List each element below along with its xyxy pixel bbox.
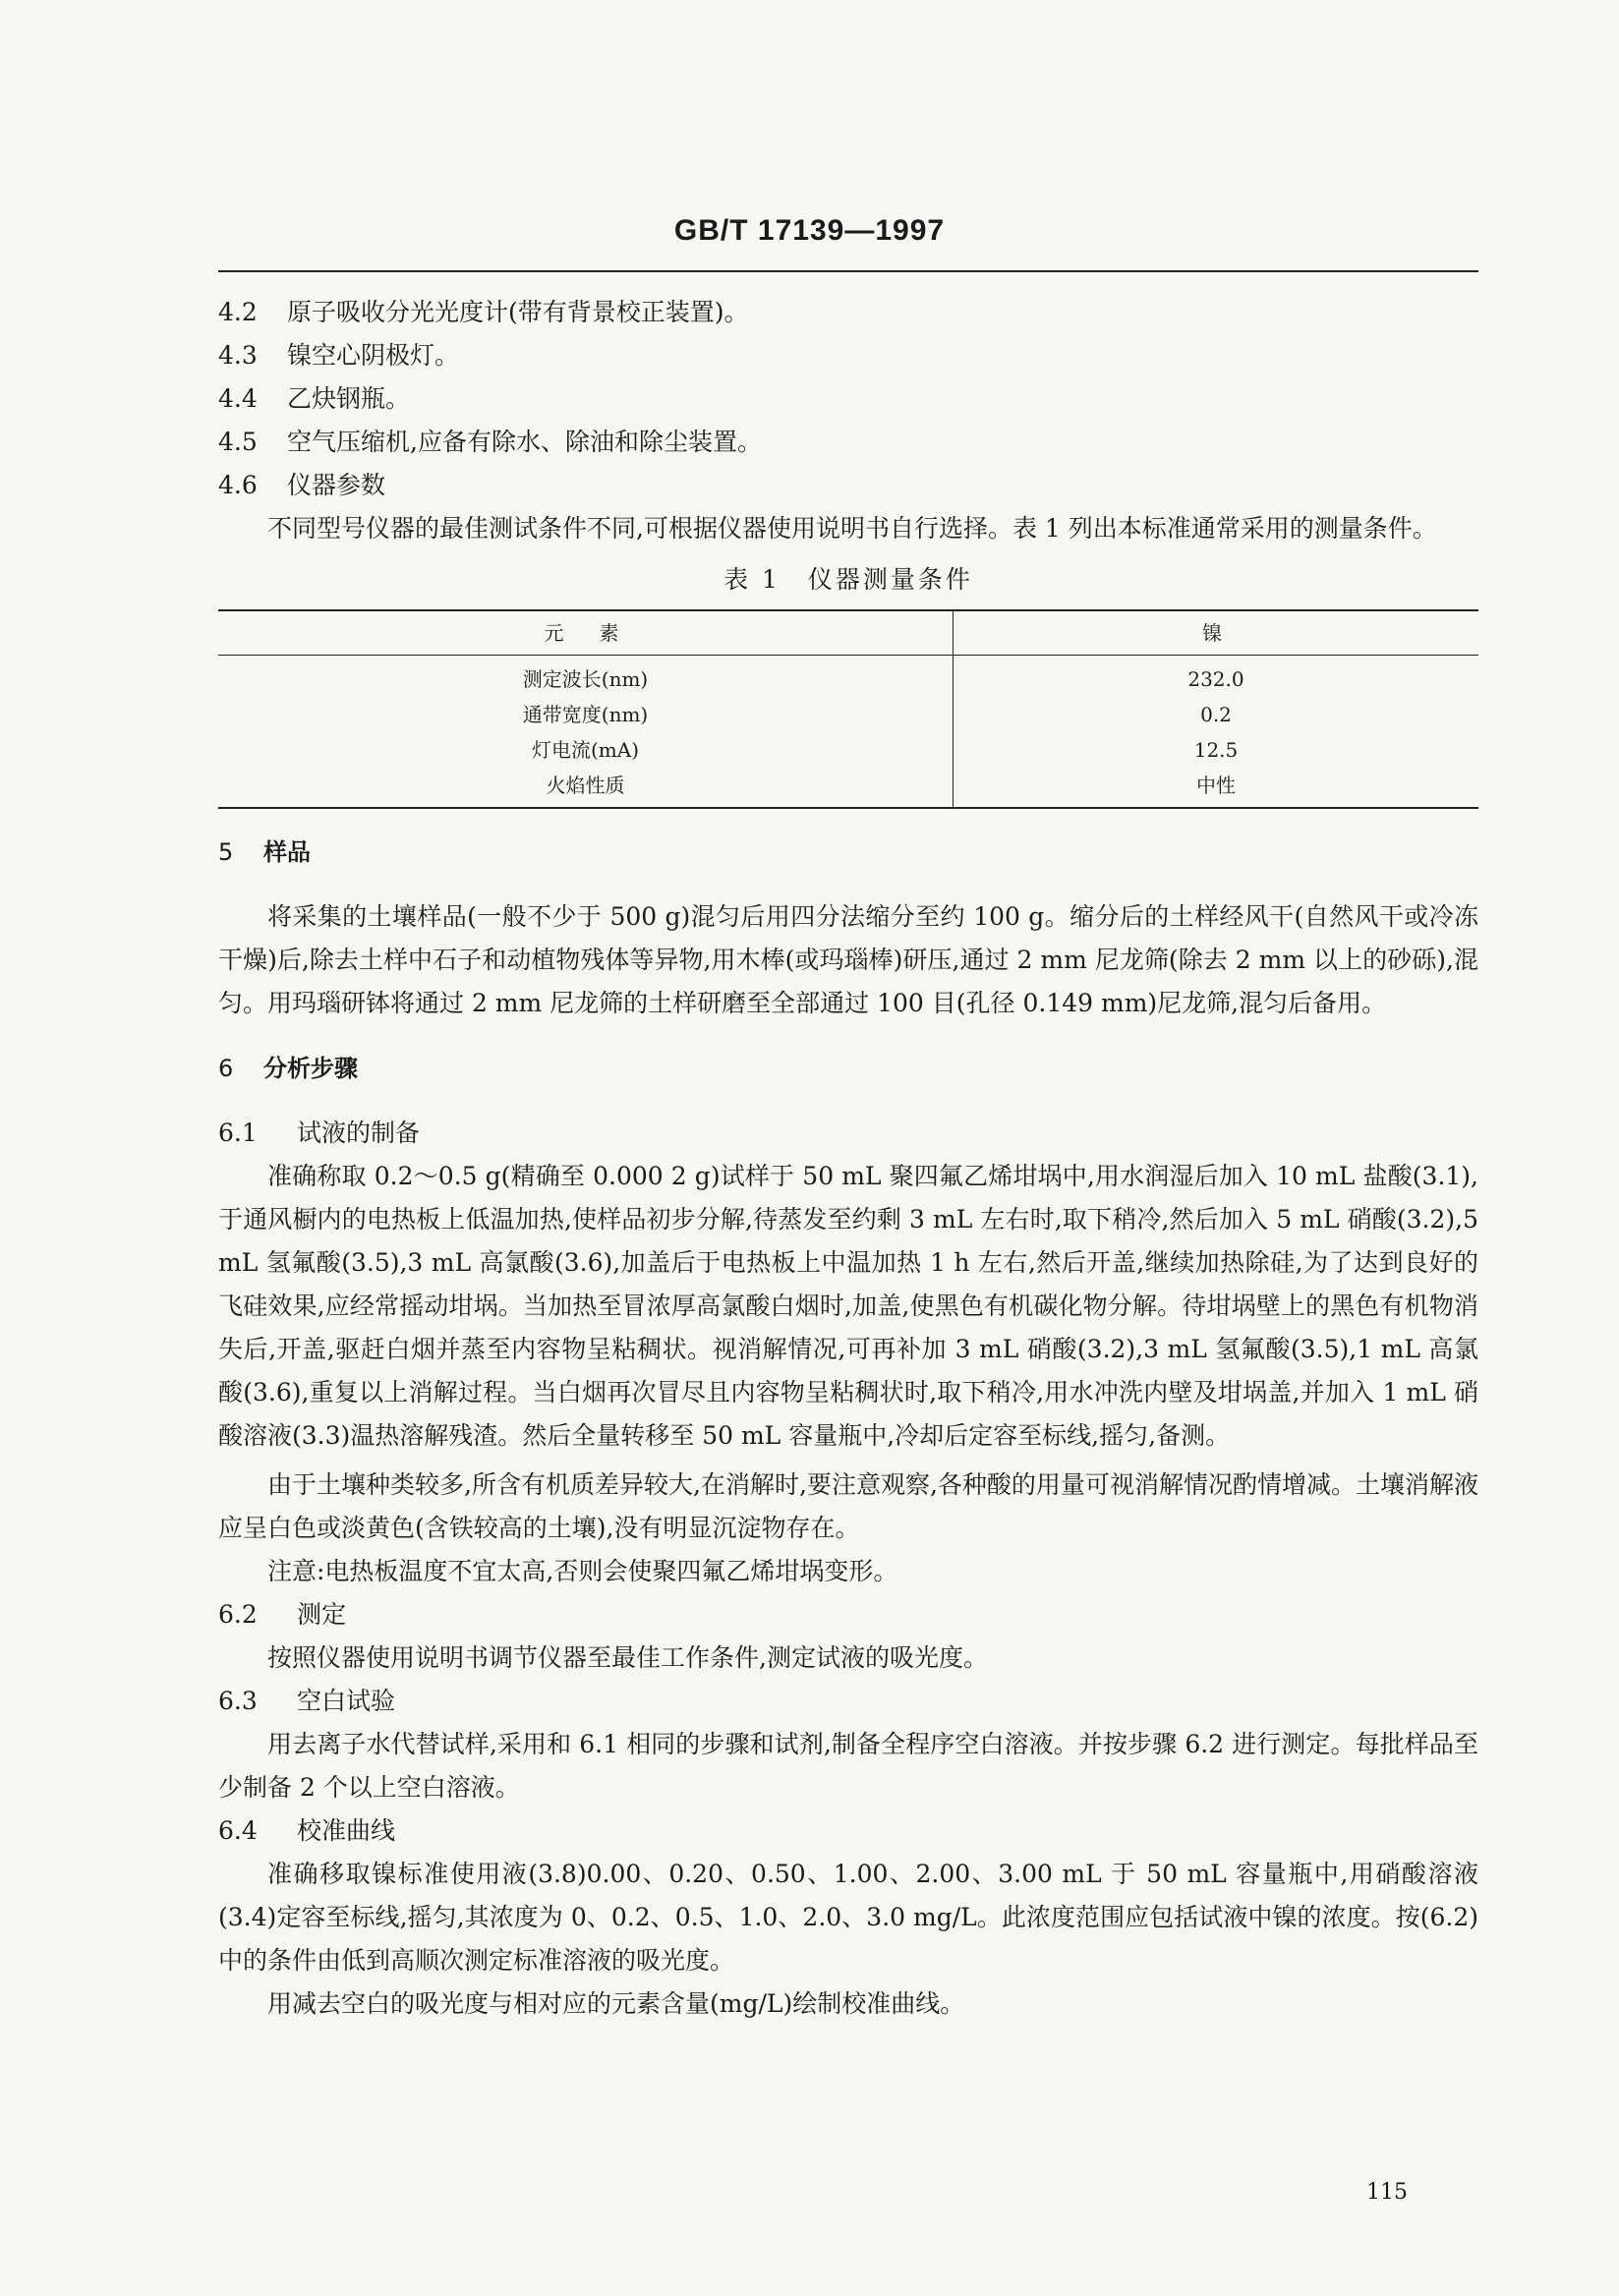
header-rule: [218, 270, 1478, 272]
item-text: 乙炔钢瓶。: [287, 384, 411, 413]
table-title: 表 1 仪器测量条件: [723, 565, 973, 594]
table-row: [218, 768, 1478, 808]
item-number: 4.5: [218, 428, 258, 456]
item-text: 空气压缩机,应备有除水、除油和除尘装置。: [287, 428, 762, 456]
item-text: 原子吸收分光光度计(带有背景校正装置)。: [287, 298, 749, 326]
table-header-element: 元 素: [218, 610, 954, 656]
subsection-6-2-paragraph: 按照仪器使用说明书调节仪器至最佳工作条件,测定试液的吸光度。: [267, 1643, 988, 1672]
subsection-title: 空白试验: [297, 1687, 396, 1715]
subsection-6-1-heading: [218, 1112, 1478, 1155]
subsection-number: 6.2: [218, 1600, 258, 1629]
subsection-6-4-paragraph-2: 用减去空白的吸光度与相对应的元素含量(mg/L)绘制校准曲线。: [267, 1989, 965, 2018]
item-text: 仪器参数: [287, 471, 386, 499]
item-text: 镍空心阴极灯。: [287, 341, 460, 370]
subsection-6-2-heading: [218, 1593, 1478, 1636]
table-cell-value: 0.2: [1200, 703, 1232, 726]
table-row: [218, 697, 1478, 732]
document-body: [218, 291, 1478, 2026]
section-number: 5: [218, 838, 234, 866]
table-cell-param: 通带宽度(nm): [218, 697, 954, 732]
subsection-6-3-paragraph: 用去离子水代替试样,采用和 6.1 相同的步骤和试剂,制备全程序空白溶液。并按步骤 6.2 进行测定。每批样品至少制备 2 个以上空白溶液。: [218, 1730, 1478, 1802]
table-header-nickel: 镍: [954, 610, 1479, 656]
section-title: 样品: [263, 838, 311, 866]
item-number: 4.3: [218, 341, 258, 370]
item-number: 4.4: [218, 384, 258, 413]
instrument-params-paragraph: 不同型号仪器的最佳测试条件不同,可根据仪器使用说明书自行选择。表 1 列出本标准通常采用的测量条件。: [267, 514, 1437, 543]
table-cell-value: 232.0: [1187, 667, 1244, 691]
page-number: 115: [1366, 2180, 1408, 2205]
item-number: 4.2: [218, 298, 258, 326]
instrument-conditions-table: [218, 609, 1478, 809]
subsection-title: 测定: [297, 1600, 347, 1629]
item-4-6: [218, 464, 1478, 507]
table-row: [218, 656, 1478, 698]
item-number: 4.6: [218, 471, 258, 499]
subsection-title: 试液的制备: [297, 1119, 421, 1147]
subsection-6-1-paragraph-1: 准确称取 0.2～0.5 g(精确至 0.000 2 g)试样于 50 mL 聚四氟乙烯坩埚中,用水润湿后加入 10 mL 盐酸(3.1),于通风橱内的电热板上低温加热,使样品初步分解,待蒸发至约剩 3 mL 左右时,取下稍冷,然后加入 5 mL 硝酸(3.2),5 mL 氢氟酸(3.5),3 mL 高氯酸(3.6),加盖后于电热板上中温加热 1 h 左右,然后开盖,继续加热除硅,为了达到良好的飞硅效果,应经常摇动坩埚。当加热至冒浓厚高氯酸白烟时,加盖,使黑色有机碳化物分解。待坩埚壁上的黑色有机物消失后,开盖,驱赶白烟并蒸至内容物呈粘稠状。视消解情况,可再补加 3 mL 硝酸(3.2),3 mL 氢氟酸(3.5),1 mL 高氯酸(3.6),重复以上消解过程。当白烟再次冒尽且内容物呈粘稠状时,取下稍冷,用水冲洗内壁及坩埚盖,并加入 1 mL 硝酸溶液(3.3)温热溶解残渣。然后全量转移至 50 mL 容量瓶中,冷却后定容至标线,摇匀,备测。: [218, 1162, 1478, 1450]
table-row: [218, 732, 1478, 768]
section-5-paragraph: 将采集的土壤样品(一般不少于 500 g)混匀后用四分法缩分至约 100 g。缩分后的土样经风干(自然风干或冷冻干燥)后,除去土样中石子和动植物残体等异物,用木棒(或玛瑙棒)研压,通过 2 mm 尼龙筛(除去 2 mm 以上的砂砾),混匀。用玛瑙研钵将通过 2 mm 尼龙筛的土样研磨至全部通过 100 目(孔径 0.149 mm)尼龙筛,混匀后备用。: [218, 902, 1478, 1017]
section-6-heading: [218, 1047, 1478, 1090]
subsection-number: 6.4: [218, 1816, 258, 1845]
subsection-title: 校准曲线: [297, 1816, 396, 1845]
standard-code-header: GB/T 17139—1997: [673, 214, 946, 247]
item-4-2: [218, 291, 1478, 334]
subsection-6-4-heading: [218, 1809, 1478, 1853]
table-header-row: [218, 610, 1478, 656]
section-number: 6: [218, 1055, 234, 1082]
subsection-number: 6.1: [218, 1119, 258, 1147]
subsection-6-1-paragraph-2: 由于土壤种类较多,所含有机质差异较大,在消解时,要注意观察,各种酸的用量可视消解情况酌情增减。土壤消解液应呈白色或淡黄色(含铁较高的土壤),没有明显沉淀物存在。: [218, 1470, 1478, 1542]
subsection-number: 6.3: [218, 1687, 258, 1715]
table-cell-value: 12.5: [1193, 738, 1239, 762]
subsection-6-1-note: 注意:电热板温度不宜太高,否则会使聚四氟乙烯坩埚变形。: [267, 1557, 898, 1585]
section-title: 分析步骤: [263, 1055, 358, 1082]
section-5-heading: [218, 831, 1478, 874]
item-4-4: [218, 377, 1478, 421]
table-cell-param: 火焰性质: [218, 768, 954, 808]
subsection-6-3-heading: [218, 1680, 1478, 1723]
item-4-5: [218, 421, 1478, 464]
table-cell-value: 中性: [1196, 774, 1236, 797]
table-cell-param: 灯电流(mA): [218, 732, 954, 768]
table-cell-param: 测定波长(nm): [218, 656, 954, 698]
subsection-6-4-paragraph-1: 准确移取镍标准使用液(3.8)0.00、0.20、0.50、1.00、2.00、3.00 mL 于 50 mL 容量瓶中,用硝酸溶液(3.4)定容至标线,摇匀,其浓度为 0、0.2、0.5、1.0、2.0、3.0 mg/L。此浓度范围应包括试液中镍的浓度。按(6.2)中的条件由低到高顺次测定标准溶液的吸光度。: [218, 1860, 1478, 1975]
item-4-3: [218, 334, 1478, 377]
